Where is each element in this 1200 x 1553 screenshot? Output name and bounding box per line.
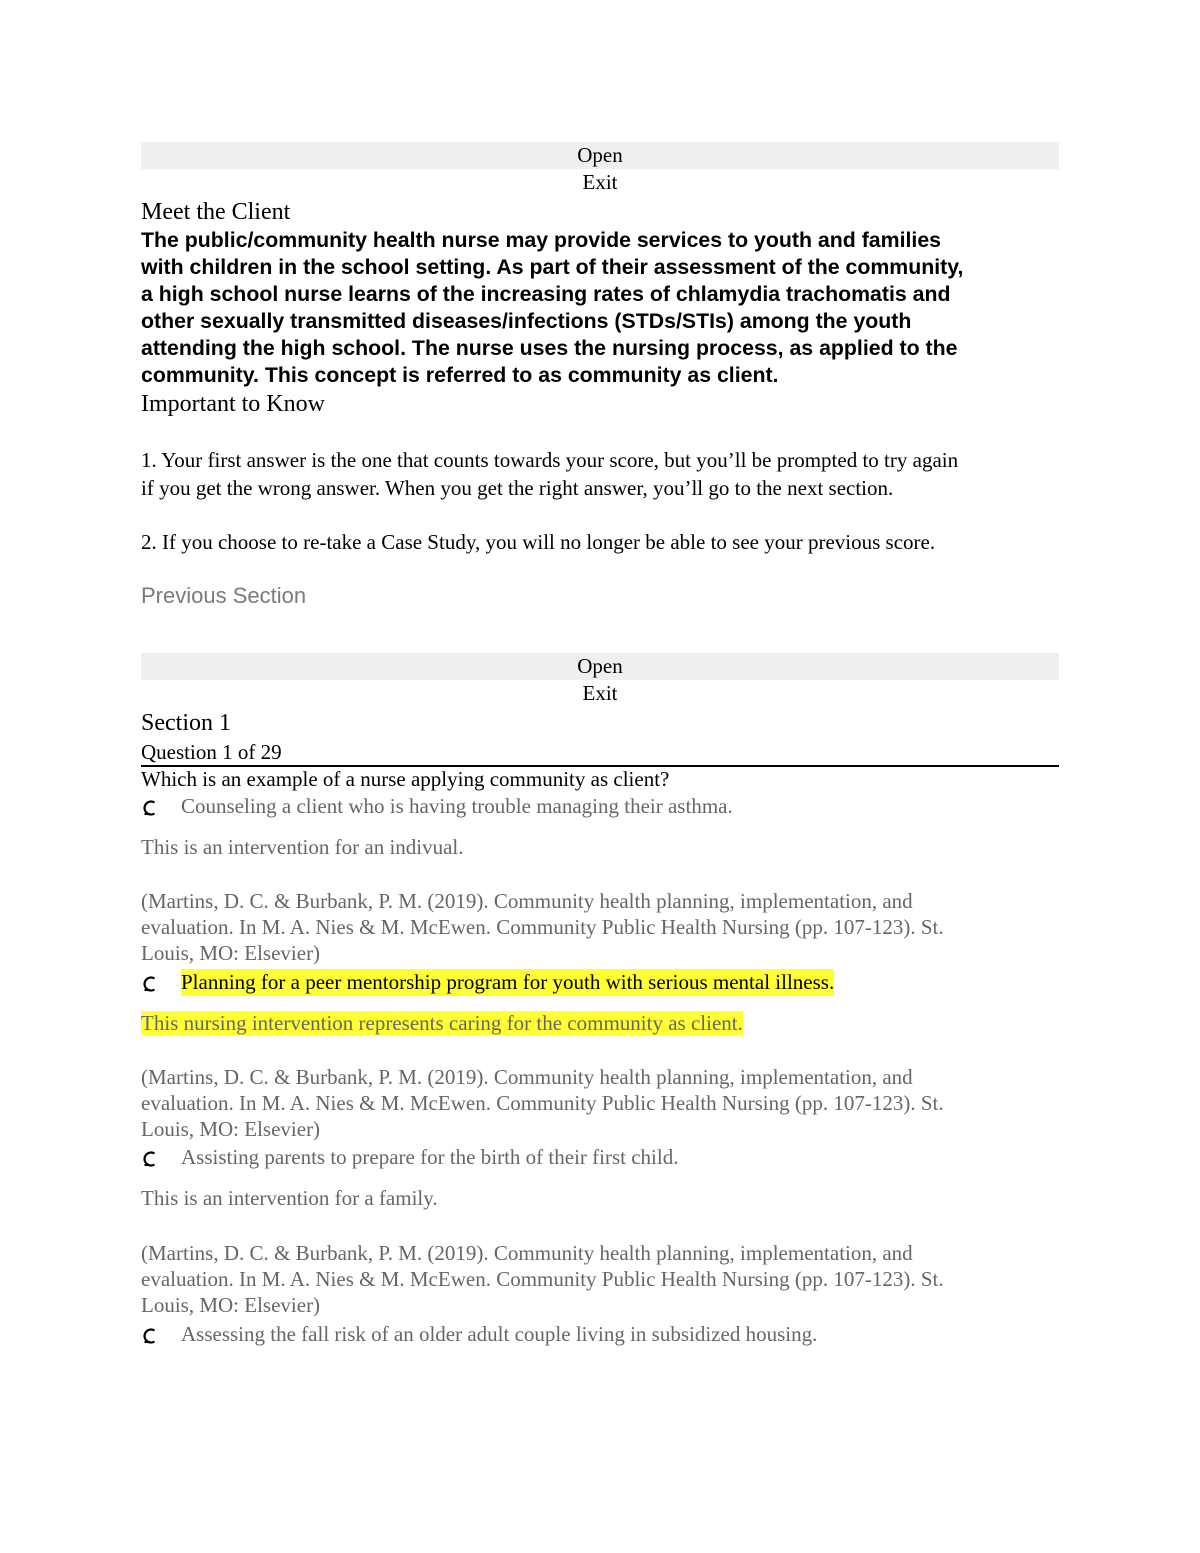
intro-text xyxy=(141,227,1059,389)
reference-line: (Martins, D. C. & Burbank, P. M. (2019). Community health planning, implementation, and xyxy=(141,1065,913,1089)
reference-line: (Martins, D. C. & Burbank, P. M. (2019). Community health planning, implementation, and xyxy=(141,1241,913,1265)
answer-feedback: This is an intervention for a family. xyxy=(141,1186,438,1210)
previous-section-link[interactable]: Previous Section xyxy=(141,583,307,608)
reference-line: evaluation. In M. A. Nies & M. McEwen. Community Public Health Nursing (pp. 107-123). St. xyxy=(141,1267,944,1291)
page-title: Meet the Client xyxy=(141,199,291,225)
reference-line: Louis, MO: Elsevier) xyxy=(141,1293,321,1317)
exit-button[interactable]: Exit xyxy=(582,170,618,194)
reference-line: (Martins, D. C. & Burbank, P. M. (2019). Community health planning, implementation, and xyxy=(141,889,913,913)
answer-option[interactable] xyxy=(141,1144,1059,1171)
question-counter: Question 1 of 29 xyxy=(141,739,1059,767)
answer-feedback-correct xyxy=(141,1009,1059,1037)
answer-option-label: Assisting parents to prepare for the birth of their first child. xyxy=(181,1145,679,1169)
intro-line: other sexually transmitted diseases/infections (STDs/STIs) among the youth xyxy=(141,309,912,333)
reference xyxy=(141,1064,1059,1142)
feedback-highlight: This nursing intervention represents caring for the community as client. xyxy=(141,1011,743,1035)
answer-option-label: Assessing the fall risk of an older adult couple living in subsidized housing. xyxy=(181,1322,818,1346)
intro-line: with children in the school setting. As part of their assessment of the community, xyxy=(141,255,964,279)
intro-line: a high school nurse learns of the increasing rates of chlamydia trachomatis and xyxy=(141,282,951,306)
answer-option[interactable] xyxy=(141,1321,1059,1348)
reference-line: Louis, MO: Elsevier) xyxy=(141,1117,321,1141)
reference xyxy=(141,1240,1059,1318)
note-1 xyxy=(141,446,1059,502)
radio-icon xyxy=(141,1327,159,1345)
important-heading: Important to Know xyxy=(141,391,325,417)
answer-feedback: This is an intervention for an indivual. xyxy=(141,835,464,859)
intro-line: The public/community health nurse may provide services to youth and families xyxy=(141,228,942,252)
question-text: Which is an example of a nurse applying community as client? xyxy=(141,767,670,791)
answer-option-correct[interactable] xyxy=(141,969,1059,996)
note-line: if you get the wrong answer. When you get the right answer, you’ll go to the next section. xyxy=(141,476,894,500)
intro-line: attending the high school. The nurse uses the nursing process, as applied to the xyxy=(141,336,958,360)
answer-option[interactable] xyxy=(141,793,1059,820)
exit-button[interactable]: Exit xyxy=(582,681,618,705)
open-button[interactable]: Open xyxy=(141,142,1059,169)
answer-option-label: Counseling a client who is having trouble managing their asthma. xyxy=(181,794,733,818)
open-button[interactable]: Open xyxy=(141,653,1059,680)
radio-icon xyxy=(141,975,159,993)
reference-line: Louis, MO: Elsevier) xyxy=(141,941,321,965)
reference-line: evaluation. In M. A. Nies & M. McEwen. Community Public Health Nursing (pp. 107-123). St. xyxy=(141,1091,944,1115)
radio-icon xyxy=(141,799,159,817)
radio-icon xyxy=(141,1150,159,1168)
section-title: Section 1 xyxy=(141,710,231,736)
note-2: 2. If you choose to re-take a Case Study, you will no longer be able to see your previous score. xyxy=(141,530,936,554)
reference xyxy=(141,888,1059,966)
intro-line: community. This concept is referred to as community as client. xyxy=(141,363,779,387)
reference-line: evaluation. In M. A. Nies & M. McEwen. Community Public Health Nursing (pp. 107-123). St. xyxy=(141,915,944,939)
answer-option-label: Planning for a peer mentorship program for youth with serious mental illness. xyxy=(181,970,835,994)
note-line: 1. Your first answer is the one that counts towards your score, but you’ll be prompted to try again xyxy=(141,448,959,472)
